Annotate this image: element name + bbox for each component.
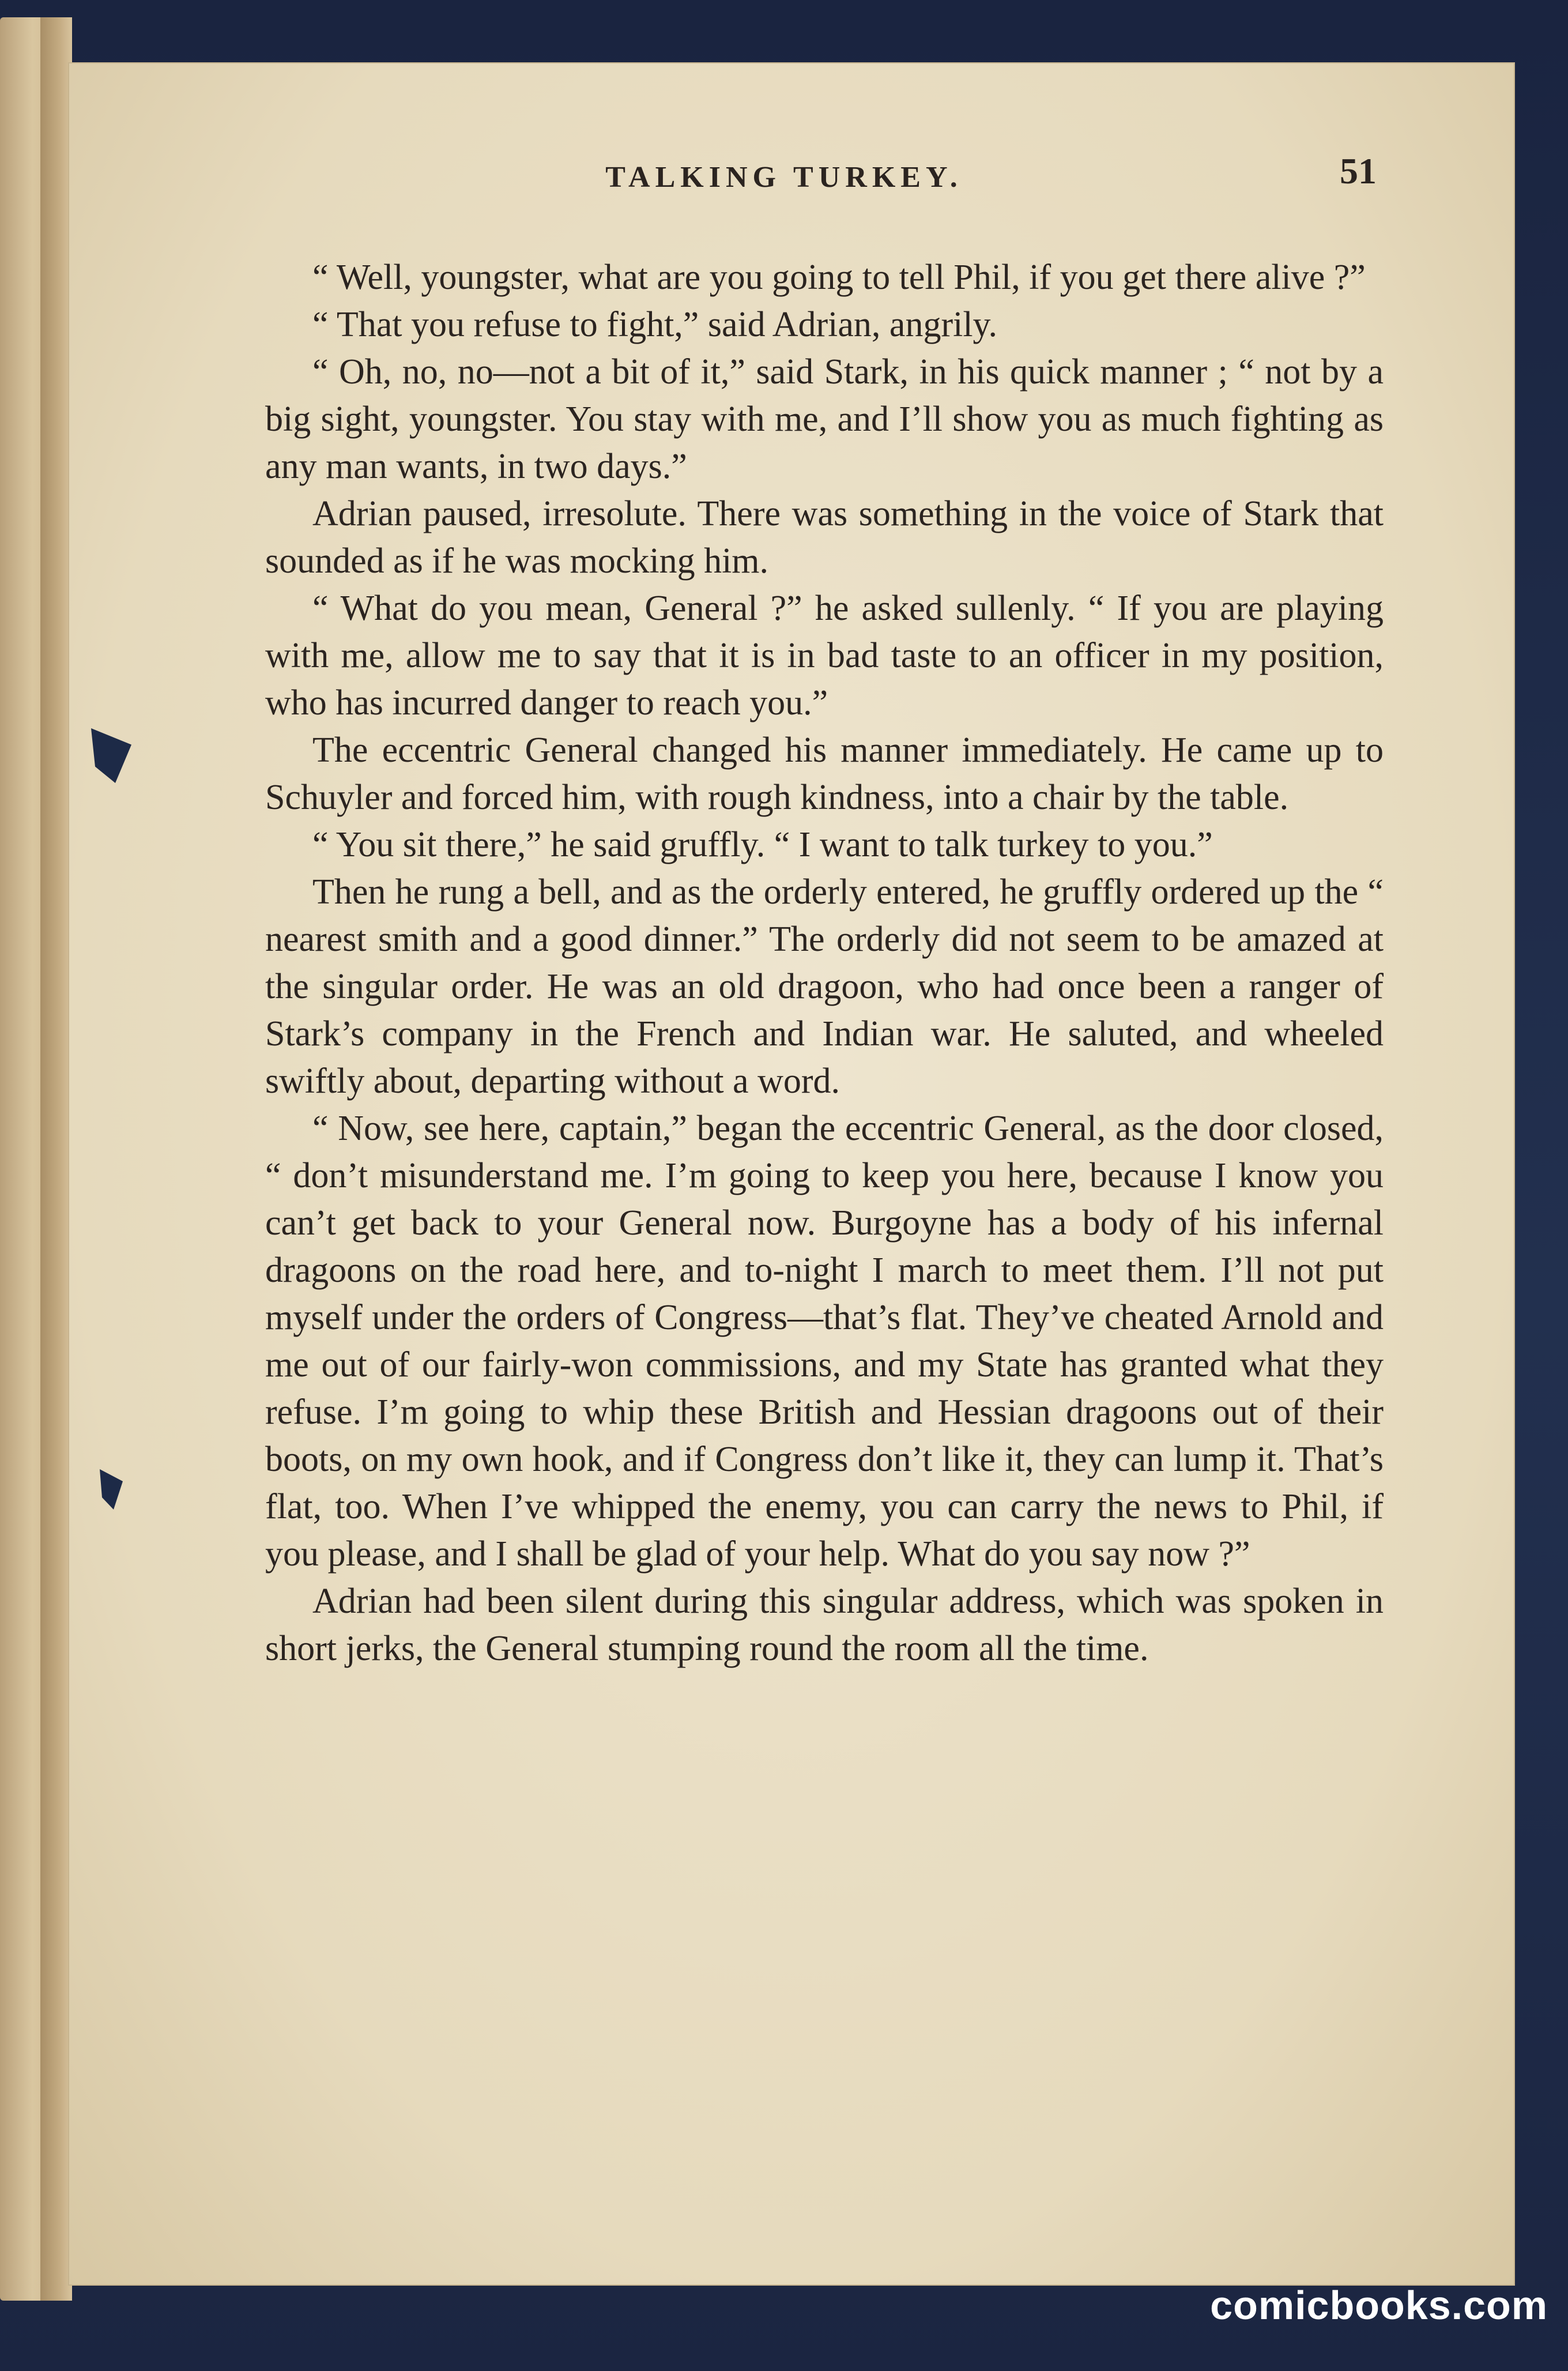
torn-edge-mark	[100, 1469, 123, 1510]
paragraph: The eccentric General changed his manner immediately. He came up to Schuyler and forced him, with rough kindness, into a chair by the table.	[265, 731, 1384, 817]
paragraph: Adrian had been silent during this singular address, which was spoken in short jerks, the General stumping round the room all the time.	[265, 1582, 1384, 1668]
book-binding	[40, 17, 72, 2301]
paragraph: “ That you refuse to fight,” said Adrian, angrily.	[312, 305, 998, 344]
paragraph: “ What do you mean, General ?” he asked sullenly. “ If you are playing with me, allow me to say that it is in bad taste to an officer in my position, who has incurred danger to reach you.”	[265, 589, 1384, 722]
page-number: 51	[1340, 150, 1377, 191]
paragraph: “ You sit there,” he said gruffly. “ I want to talk turkey to you.”	[312, 825, 1213, 864]
paragraph: “ Well, youngster, what are you going to tell Phil, if you get there alive ?”	[312, 258, 1366, 297]
running-head-title: TALKING TURKEY.	[605, 161, 963, 194]
torn-edge-mark	[91, 728, 131, 783]
site-watermark: comicbooks.com	[1210, 2283, 1548, 2328]
body-text	[265, 254, 1384, 1672]
paragraph: “ Now, see here, captain,” began the eccentric General, as the door closed, “ don’t misunderstand me. I’m going to keep you here, because I know you can’t get back to your General now. Burgoyne has a body of his infernal dragoons on the road here, and to-night I march to meet them. I’ll not put myself under the orders of Congress—that’s flat. They’ve cheated Arnold and me out of our fairly-won commissions, and my State has granted what they refuse. I’m going to whip these British and Hessian dragoons out of their boots, on my own hook, and if Congress don’t like it, they can lump it. That’s flat, too. When I’ve whipped the enemy, you can carry the news to Phil, if you please, and I shall be glad of your help. What do you say now ?”	[265, 1109, 1384, 1574]
paragraph: Then he rung a bell, and as the orderly entered, he gruffly ordered up the “ nearest smith and a good dinner.” The orderly did not seem to be amazed at the singular order. He was an old dragoon, who had once been a ranger of Stark’s company in the French and Indian war. He saluted, and wheeled swiftly about, departing without a word.	[265, 872, 1384, 1101]
paragraph: “ Oh, no, no—not a bit of it,” said Stark, in his quick manner ; “ not by a big sight, youngster. You stay with me, and I’ll show you as much fighting as any man wants, in two days.”	[265, 352, 1384, 486]
paragraph: Adrian paused, irresolute. There was something in the voice of Stark that sounded as if he was mocking him.	[265, 494, 1384, 581]
